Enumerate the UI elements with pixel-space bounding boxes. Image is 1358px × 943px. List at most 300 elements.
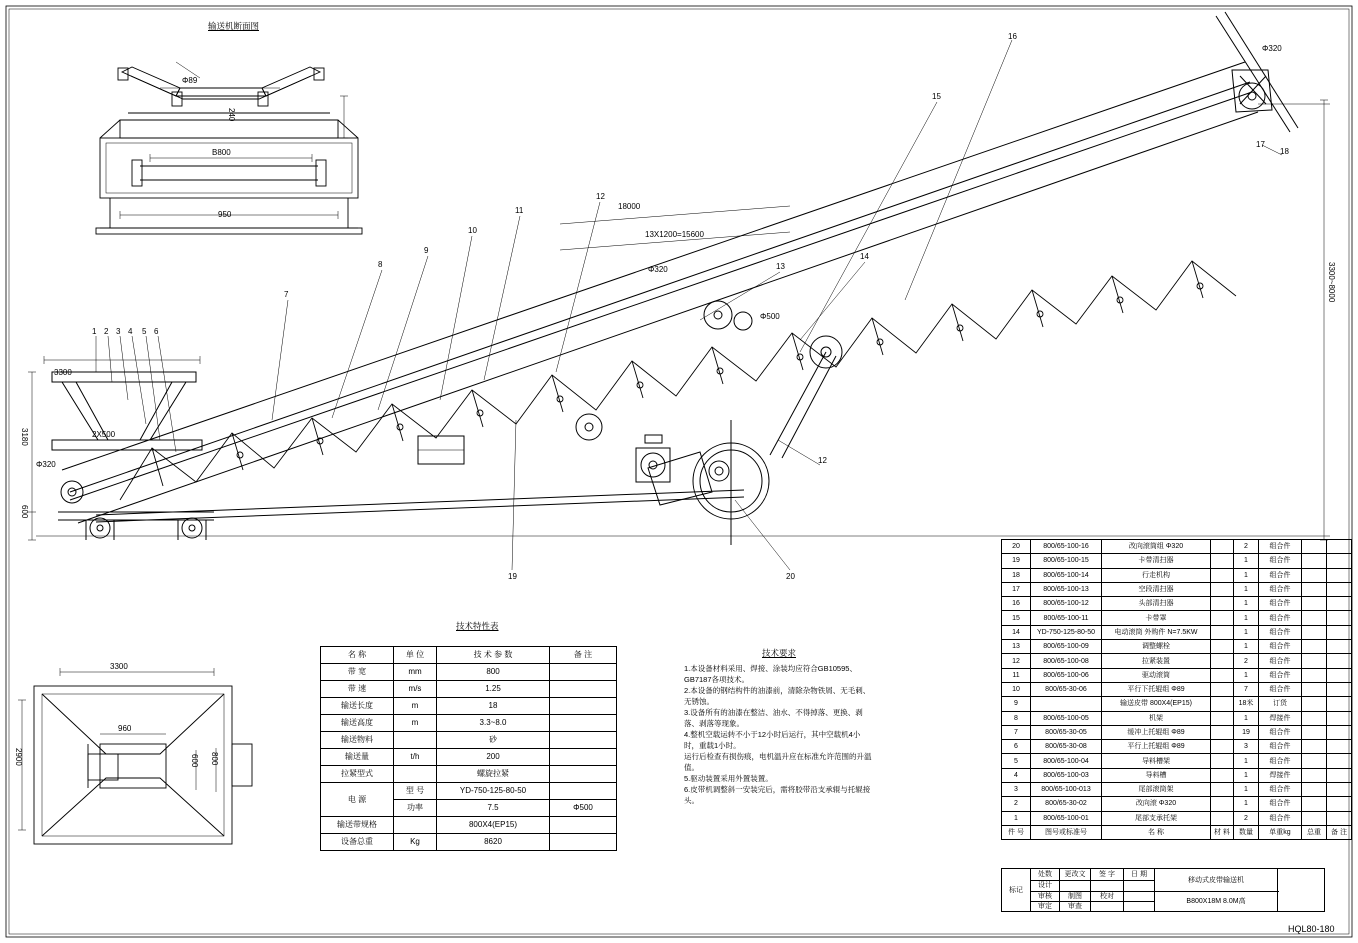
leader-18: 18: [1280, 147, 1289, 156]
bom-item-no: 17: [1002, 582, 1031, 596]
cell: 拉紧型式: [321, 766, 394, 783]
bom-material: [1211, 697, 1234, 711]
bom-item-no: 15: [1002, 611, 1031, 625]
cell: [550, 834, 617, 851]
title-block: [1001, 868, 1325, 912]
bom-qty: 7: [1234, 682, 1259, 696]
spec-col-remark: 备 注: [550, 647, 617, 664]
dim-plan-width: 3300: [110, 662, 128, 671]
cell: 200: [437, 749, 550, 766]
leader-3: 3: [116, 327, 121, 336]
bom-head-no: 件 号: [1002, 825, 1031, 839]
bom-qty: 18米: [1234, 697, 1259, 711]
cell: 18: [437, 698, 550, 715]
bom-code: 800/65-30-08: [1031, 740, 1102, 754]
bom-material: [1211, 783, 1234, 797]
bom-code: 800/65-100-03: [1031, 768, 1102, 782]
bom-row: [1002, 797, 1352, 811]
bom-qty: 1: [1234, 597, 1259, 611]
bom-remark: 组合件: [1259, 625, 1302, 639]
bom-item-no: 2: [1002, 797, 1031, 811]
dim-hopper-leg: 2X500: [92, 430, 116, 439]
spec-col-name: 名 称: [321, 647, 394, 664]
bom-material: [1211, 611, 1234, 625]
cell: 输送量: [321, 749, 394, 766]
bom-code: 800/65-30-06: [1031, 682, 1102, 696]
drawing-number-cell: [1278, 869, 1325, 912]
bom-material: [1211, 740, 1234, 754]
bom-head-qty: 数量: [1234, 825, 1259, 839]
dim-section-height: 240: [227, 108, 236, 122]
bom-item-no: 1: [1002, 811, 1031, 825]
title-left-label-1: 标记: [1002, 869, 1031, 912]
bom-remark: 组合件: [1259, 725, 1302, 739]
dim-length-total: 18000: [618, 202, 641, 211]
leader-20: 20: [786, 572, 795, 581]
cell: t/h: [394, 749, 437, 766]
bom-item-no: 6: [1002, 740, 1031, 754]
bom-material: [1211, 625, 1234, 639]
bom-code: 800/65-100-12: [1031, 597, 1102, 611]
note-line: 5.驱动装置采用外置装置。: [684, 774, 773, 783]
bom-code: 800/65-100-14: [1031, 568, 1102, 582]
leader-5: 5: [142, 327, 147, 336]
drawing-spec: B800X18M 8.0M高: [1155, 892, 1278, 912]
leader-16: 16: [1008, 32, 1017, 41]
bom-qty: 3: [1234, 740, 1259, 754]
bom-qty: 1: [1234, 768, 1259, 782]
bom-remark: 组合件: [1259, 740, 1302, 754]
bom-unitwt: [1302, 697, 1327, 711]
leader-14: 14: [860, 252, 869, 261]
bom-unitwt: [1302, 711, 1327, 725]
bom-name: 机架: [1102, 711, 1211, 725]
spec-row: [321, 681, 617, 698]
bom-unitwt: [1302, 654, 1327, 668]
bom-head-remark: 备 注: [1327, 825, 1352, 839]
bom-item-no: 5: [1002, 754, 1031, 768]
dim-tail-height: 3180: [20, 428, 29, 446]
bom-material: [1211, 811, 1234, 825]
leader-10: 10: [468, 226, 477, 235]
bom-material: [1211, 654, 1234, 668]
bom-code: 800/65-100-13: [1031, 582, 1102, 596]
cell: 设备总重: [321, 834, 394, 851]
bom-item-no: 18: [1002, 568, 1031, 582]
bom-totwt: [1327, 611, 1352, 625]
bom-code: 800/65-100-16: [1031, 540, 1102, 554]
bom-material: [1211, 797, 1234, 811]
bom-row: [1002, 611, 1352, 625]
cell: Φ500: [550, 800, 617, 817]
bom-name: 平行上托辊组 Φ89: [1102, 740, 1211, 754]
bom-row: [1002, 682, 1352, 696]
dim-tail-pulley: Φ320: [36, 460, 56, 469]
bom-row: [1002, 754, 1352, 768]
bom-row: [1002, 640, 1352, 654]
cell: [550, 732, 617, 749]
bom-name: 电动滚筒 外购件 N=7.5KW: [1102, 625, 1211, 639]
cell: 螺旋拉紧: [437, 766, 550, 783]
cell: m: [394, 715, 437, 732]
bom-item-no: 19: [1002, 554, 1031, 568]
note-line: 3.设备所有的油漆在整洁、油水、不得掉落、更换、剥落、剥落等现象。: [684, 708, 863, 728]
cell: 带 宽: [321, 664, 394, 681]
bom-remark: 订货: [1259, 697, 1302, 711]
bom-totwt: [1327, 582, 1352, 596]
bom-item-no: 12: [1002, 654, 1031, 668]
leader-4: 4: [128, 327, 133, 336]
bom-material: [1211, 725, 1234, 739]
bom-head-name: 名 称: [1102, 825, 1211, 839]
bom-name: 输送皮带 800X4(EP15): [1102, 697, 1211, 711]
bom-unitwt: [1302, 582, 1327, 596]
cell: 砂: [437, 732, 550, 749]
bom-item-no: 9: [1002, 697, 1031, 711]
drawing-name: 移动式皮带输送机: [1155, 869, 1278, 892]
dim-plan-leg-a: 600: [190, 754, 199, 768]
bom-totwt: [1327, 768, 1352, 782]
leader-8: 8: [378, 260, 383, 269]
bom-row: [1002, 697, 1352, 711]
bom-totwt: [1327, 811, 1352, 825]
bom-unitwt: [1302, 740, 1327, 754]
cell: 1.25: [437, 681, 550, 698]
bom-item-no: 10: [1002, 682, 1031, 696]
rev-val-3: [1124, 880, 1155, 892]
dim-drive-pulley: Φ500: [760, 312, 780, 321]
bom-qty: 1: [1234, 625, 1259, 639]
dim-plan-inner: 960: [118, 724, 132, 733]
leader-19: 19: [508, 572, 517, 581]
bom-row: [1002, 625, 1352, 639]
bom-unitwt: [1302, 640, 1327, 654]
cell: 800: [437, 664, 550, 681]
dim-tail-base: 600: [20, 505, 29, 519]
note-line: 4.整机空载运转不小于12小时后运行，其中空载机4小时，重载1小时。: [684, 730, 861, 750]
bom-totwt: [1327, 568, 1352, 582]
bom-remark: 组合件: [1259, 783, 1302, 797]
notes-title: 技术要求: [761, 648, 796, 658]
bom-row: [1002, 711, 1352, 725]
bom-row: [1002, 668, 1352, 682]
bom-remark: 组合件: [1259, 668, 1302, 682]
bom-material: [1211, 668, 1234, 682]
rev-col-2: 更改文: [1060, 869, 1091, 881]
rev-col-4: 日 期: [1124, 869, 1155, 881]
bom-name: 驱动滚筒: [1102, 668, 1211, 682]
spec-row: [321, 817, 617, 834]
title-left-label-2: 设计: [1031, 880, 1060, 892]
cell: 输送带规格: [321, 817, 394, 834]
cell: [550, 664, 617, 681]
bom-totwt: [1327, 554, 1352, 568]
bom-remark: 组合件: [1259, 611, 1302, 625]
bom-row: [1002, 783, 1352, 797]
cell: YD-750-125-80-50: [437, 783, 550, 800]
bom-row: [1002, 554, 1352, 568]
rev-val-2: [1091, 880, 1124, 892]
bom-qty: 1: [1234, 554, 1259, 568]
dim-plan-leg-b: 800: [210, 752, 219, 766]
bom-row: [1002, 582, 1352, 596]
dim-plan-length: 2900: [14, 748, 23, 766]
bom-name: 尾部滚筒架: [1102, 783, 1211, 797]
leader-12: 12: [596, 192, 605, 201]
rev-col-3: 签 字: [1091, 869, 1124, 881]
bom-qty: 1: [1234, 668, 1259, 682]
bom-totwt: [1327, 697, 1352, 711]
bom-name: 调整螺栓: [1102, 640, 1211, 654]
bom-item-no: 7: [1002, 725, 1031, 739]
note-line: 1.本设备材料采用、焊接、涂装均应符合GB10595、GB7187各项技术。: [684, 664, 857, 684]
bom-remark: 组合件: [1259, 582, 1302, 596]
bom-unitwt: [1302, 540, 1327, 554]
dim-lift-range: 3300~8000: [1327, 262, 1336, 303]
bom-name: 改向滚 Φ320: [1102, 797, 1211, 811]
bom-unitwt: [1302, 797, 1327, 811]
bom-code: 800/65-30-05: [1031, 725, 1102, 739]
bom-unitwt: [1302, 597, 1327, 611]
bom-totwt: [1327, 640, 1352, 654]
bom-remark: 组合件: [1259, 568, 1302, 582]
bom-totwt: [1327, 597, 1352, 611]
section-view-title: 输送机断面图: [208, 21, 260, 31]
cell: 3.3~8.0: [437, 715, 550, 732]
title-left-label-4: 审定: [1031, 902, 1060, 912]
bom-code: YD-750-125-80-50: [1031, 625, 1102, 639]
bom-unitwt: [1302, 611, 1327, 625]
spec-col-value: 技 术 参 数: [437, 647, 550, 664]
bom-row: [1002, 725, 1352, 739]
approve-4: 审查: [1060, 902, 1091, 912]
motor-label: 电 源: [321, 783, 394, 817]
bom-head-totwt: 总重: [1302, 825, 1327, 839]
bom-name: 行走机构: [1102, 568, 1211, 582]
bom-material: [1211, 768, 1234, 782]
leader-2: 2: [104, 327, 109, 336]
bom-qty: 1: [1234, 568, 1259, 582]
bom-item-no: 8: [1002, 711, 1031, 725]
rev-col-1: 处数: [1031, 869, 1060, 881]
leader-lines: [96, 40, 1282, 570]
bom-code: 800/65-30-02: [1031, 797, 1102, 811]
bom-remark: 组合件: [1259, 554, 1302, 568]
spec-row: [321, 834, 617, 851]
bom-qty: 1: [1234, 754, 1259, 768]
dim-belt-width: B800: [212, 148, 231, 157]
bom-code: 800/65-100-06: [1031, 668, 1102, 682]
cell: [550, 715, 617, 732]
bom-code: 800/65-100-11: [1031, 611, 1102, 625]
bom-header-row: [1002, 825, 1352, 839]
spec-motor-row-1: [321, 783, 617, 800]
spec-col-unit: 单 位: [394, 647, 437, 664]
leader-extra: 12: [818, 456, 827, 465]
bom-name: 尾部支承托架: [1102, 811, 1211, 825]
technical-notes: [684, 648, 874, 806]
bom-name: 卡带清扫器: [1102, 554, 1211, 568]
bom-remark: 组合件: [1259, 640, 1302, 654]
bom-code: 800/65-100-15: [1031, 554, 1102, 568]
bom-unitwt: [1302, 768, 1327, 782]
bom-unitwt: [1302, 568, 1327, 582]
approve-6: [1124, 902, 1155, 912]
spec-row: [321, 749, 617, 766]
bom-unitwt: [1302, 783, 1327, 797]
cell: [550, 766, 617, 783]
bom-name: 缓冲上托辊组 Φ89: [1102, 725, 1211, 739]
bom-qty: 1: [1234, 611, 1259, 625]
dim-idler-spacing: 13X1200=15600: [645, 230, 704, 239]
bom-code: [1031, 697, 1102, 711]
spec-table-title: 技术特性表: [456, 621, 499, 631]
cell: 功率: [394, 800, 437, 817]
approve-2: 校对: [1091, 892, 1124, 902]
dim-head-pulley: Φ320: [1262, 44, 1282, 53]
bom-totwt: [1327, 625, 1352, 639]
bom-totwt: [1327, 711, 1352, 725]
bom-qty: 19: [1234, 725, 1259, 739]
bom-remark: 焊接件: [1259, 711, 1302, 725]
bom-qty: 1: [1234, 797, 1259, 811]
spec-row: [321, 664, 617, 681]
cell: [394, 732, 437, 749]
bom-material: [1211, 582, 1234, 596]
bom-material: [1211, 597, 1234, 611]
bom-material: [1211, 554, 1234, 568]
bom-unitwt: [1302, 554, 1327, 568]
note-line: 2.本设备的钢结构件的油漆前，清除杂物铁屑、无毛刺、无锈蚀。: [684, 686, 871, 706]
bom-qty: 1: [1234, 711, 1259, 725]
bom-code: 800/65-100-05: [1031, 711, 1102, 725]
bom-remark: 组合件: [1259, 754, 1302, 768]
approve-5: [1091, 902, 1124, 912]
spec-table: [320, 646, 617, 851]
bom-unitwt: [1302, 725, 1327, 739]
bom-remark: 焊接件: [1259, 768, 1302, 782]
bom-material: [1211, 754, 1234, 768]
bom-name: 头部清扫器: [1102, 597, 1211, 611]
bom-totwt: [1327, 797, 1352, 811]
bom-totwt: [1327, 540, 1352, 554]
bom-name: 改向滚筒组 Φ320: [1102, 540, 1211, 554]
dim-frame-width: 950: [218, 210, 232, 219]
cell: m/s: [394, 681, 437, 698]
leader-11: 11: [515, 206, 524, 215]
cell: mm: [394, 664, 437, 681]
bom-qty: 2: [1234, 811, 1259, 825]
bom-totwt: [1327, 654, 1352, 668]
bom-item-no: 3: [1002, 783, 1031, 797]
bom-unitwt: [1302, 682, 1327, 696]
cell: 800X4(EP15): [437, 817, 550, 834]
bom-remark: 组合件: [1259, 654, 1302, 668]
bom-item-no: 16: [1002, 597, 1031, 611]
cell: [550, 698, 617, 715]
cell: [550, 817, 617, 834]
bom-remark: 组合件: [1259, 811, 1302, 825]
dim-roller-dia: Φ89: [182, 76, 198, 85]
cell: [550, 749, 617, 766]
leader-7: 7: [284, 290, 289, 299]
bom-totwt: [1327, 668, 1352, 682]
bom-row: [1002, 568, 1352, 582]
bom-row: [1002, 811, 1352, 825]
cell: m: [394, 698, 437, 715]
bom-item-no: 4: [1002, 768, 1031, 782]
bom-material: [1211, 540, 1234, 554]
dim-mid-pulley: Φ320: [648, 265, 668, 274]
bom-head-code: 图号或标准号: [1031, 825, 1102, 839]
bom-unitwt: [1302, 811, 1327, 825]
bom-name: 拉紧装置: [1102, 654, 1211, 668]
cell: 7.5: [437, 800, 550, 817]
bom-code: 800/65-100-013: [1031, 783, 1102, 797]
bom-item-no: 14: [1002, 625, 1031, 639]
bom-head-material: 材 料: [1211, 825, 1234, 839]
drawing-number: HQL80-180: [1288, 924, 1335, 934]
cell: [394, 766, 437, 783]
note-line: 6.皮带机调整斜一安装完后，需将胶带沿支承辊与托辊接头。: [684, 785, 871, 805]
rev-val-1: [1060, 880, 1091, 892]
cell: [550, 681, 617, 698]
title-left-label-3: 审核: [1031, 892, 1060, 902]
elevation-geometry: [52, 12, 1298, 545]
bom-code: 800/65-100-09: [1031, 640, 1102, 654]
bom-code: 800/65-100-01: [1031, 811, 1102, 825]
bom-qty: 2: [1234, 540, 1259, 554]
leader-6: 6: [154, 327, 159, 336]
bom-row: [1002, 597, 1352, 611]
bom-row: [1002, 654, 1352, 668]
bill-of-materials: [1001, 539, 1352, 840]
bom-code: 800/65-100-08: [1031, 654, 1102, 668]
approve-1: 制图: [1060, 892, 1091, 902]
bom-remark: 组合件: [1259, 597, 1302, 611]
bom-qty: 2: [1234, 654, 1259, 668]
bom-qty: 1: [1234, 640, 1259, 654]
bom-name: 空段清扫器: [1102, 582, 1211, 596]
spec-row: [321, 766, 617, 783]
bom-item-no: 13: [1002, 640, 1031, 654]
cell: 输送长度: [321, 698, 394, 715]
leader-1: 1: [92, 327, 97, 336]
bom-material: [1211, 711, 1234, 725]
bom-name: 卡带罩: [1102, 611, 1211, 625]
bom-totwt: [1327, 682, 1352, 696]
bom-material: [1211, 640, 1234, 654]
cell: 8620: [437, 834, 550, 851]
bom-name: 导料槽: [1102, 768, 1211, 782]
cell: Kg: [394, 834, 437, 851]
bom-material: [1211, 568, 1234, 582]
bom-unitwt: [1302, 754, 1327, 768]
bom-row: [1002, 768, 1352, 782]
bom-totwt: [1327, 783, 1352, 797]
note-line: 运行后检查有损伤痕，电机温升应在标准允许范围的升温值。: [684, 752, 872, 772]
bom-unitwt: [1302, 668, 1327, 682]
cell: [394, 817, 437, 834]
bom-item-no: 20: [1002, 540, 1031, 554]
spec-row: [321, 715, 617, 732]
bom-totwt: [1327, 740, 1352, 754]
leader-15: 15: [932, 92, 941, 101]
cell: 输送高度: [321, 715, 394, 732]
bom-qty: 1: [1234, 582, 1259, 596]
spec-header-row: [321, 647, 617, 664]
leader-17: 17: [1256, 140, 1265, 149]
